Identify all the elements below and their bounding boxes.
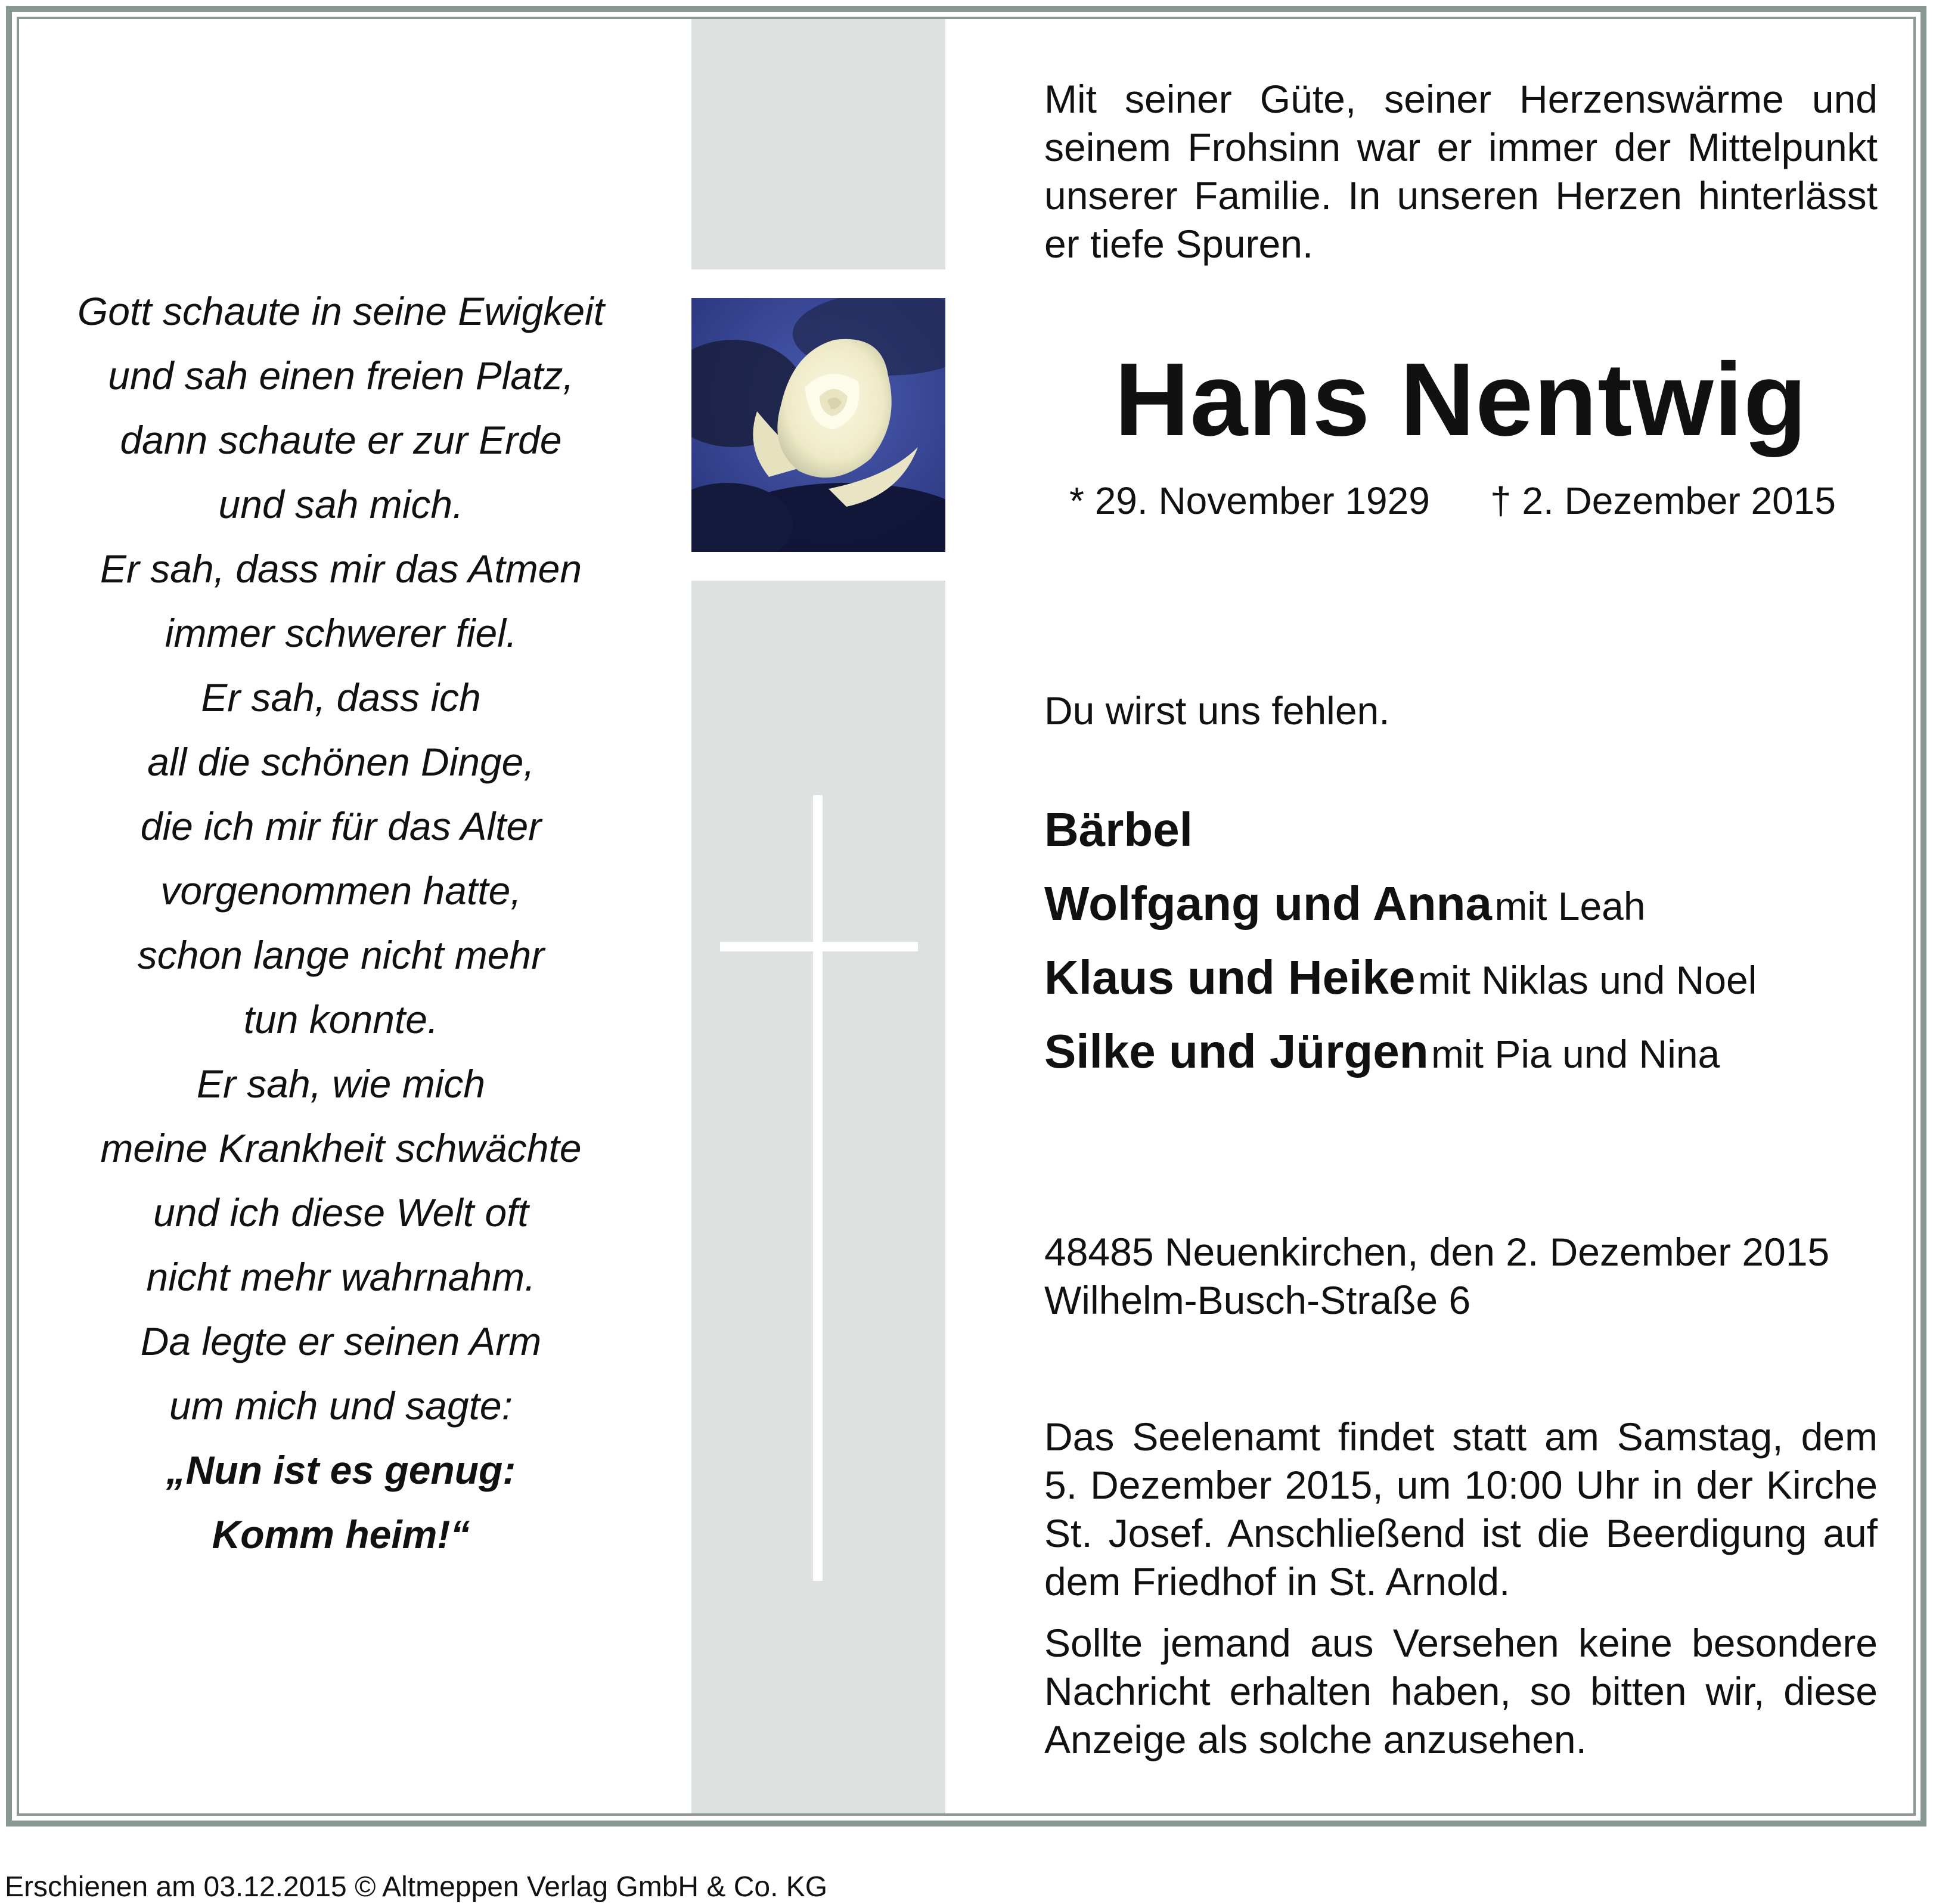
poem-line: und ich diese Welt oft [153, 1190, 529, 1235]
family-main: Klaus und Heike [1044, 951, 1416, 1004]
family-sub: mit Leah [1494, 884, 1646, 928]
intro-text: Mit seiner Güte, seiner Herzenswärme und seinem Frohsinn war er immer der Mittelpunkt unserer Familie. In unseren Herzen hinterlässt er tiefe Spuren. [1044, 77, 1878, 266]
cross-vertical-bar [813, 795, 823, 1581]
poem-line: schon lange nicht mehr [137, 933, 545, 977]
family-main: Wolfgang und Anna [1044, 877, 1492, 930]
family-row [1044, 1015, 1878, 1089]
family-row [1044, 941, 1878, 1015]
family-row [1044, 793, 1878, 867]
poem-line: Da legte er seinen Arm [140, 1319, 542, 1363]
poem-line: Er sah, wie mich [196, 1062, 486, 1106]
death-date: † 2. Dezember 2015 [1490, 479, 1836, 522]
poem-line: und sah mich. [218, 482, 464, 526]
family-row [1044, 867, 1878, 941]
decorative-band-top [691, 19, 945, 269]
poem-line: meine Krankheit schwächte [100, 1126, 582, 1170]
notice-text: Sollte jemand aus Versehen keine besondere Nachricht erhalten haben, so bitten wir, diese Anzeige als solche anzusehen. [1044, 1621, 1878, 1762]
farewell-text: Du wirst uns fehlen. [1044, 689, 1390, 733]
poem-line: nicht mehr wahrnahm. [146, 1255, 536, 1299]
family-list [1044, 793, 1878, 1089]
flower-photo [691, 298, 945, 552]
service-info: Das Seelenamt findet statt am Samstag, dem 5. Dezember 2015, um 10:00 Uhr in der Kirche St. Josef. Anschließend ist die Beerdigung auf dem Friedhof in St. Arnold. [1044, 1415, 1878, 1604]
cross-horizontal-bar [720, 942, 918, 951]
family-main: Bärbel [1044, 803, 1193, 856]
poem-line: immer schwerer fiel. [165, 611, 517, 655]
family-main: Silke und Jürgen [1044, 1025, 1429, 1078]
address-line: 48485 Neuenkirchen, den 2. Dezember 2015 [1044, 1230, 1830, 1274]
poem-closing-line: Komm heim!“ [212, 1512, 470, 1556]
address-line: Wilhelm-Busch-Straße 6 [1044, 1278, 1471, 1322]
poem-line: Er sah, dass ich [201, 675, 481, 720]
poem-line: vorgenommen hatte, [160, 869, 522, 913]
poem-line: und sah einen freien Platz, [108, 353, 574, 398]
family-sub: mit Pia und Nina [1431, 1032, 1720, 1076]
poem-line: tun konnte. [243, 997, 439, 1041]
birth-date: * 29. November 1929 [1069, 479, 1430, 522]
publication-footer: Erschienen am 03.12.2015 © Altmeppen Verlag GmbH & Co. KG [5, 1871, 828, 1903]
poem-line: Gott schaute in seine Ewigkeit [77, 289, 605, 333]
poem-line: um mich und sagte: [169, 1384, 513, 1428]
poem-line: Er sah, dass mir das Atmen [100, 547, 582, 591]
poem-closing-line: „Nun ist es genug: [166, 1448, 516, 1492]
poem-line: dann schaute er zur Erde [120, 418, 562, 462]
family-sub: mit Niklas und Noel [1417, 958, 1757, 1002]
poem [36, 279, 646, 1567]
deceased-name: Hans Nentwig [1114, 341, 1808, 457]
poem-line: die ich mir für das Alter [140, 804, 542, 848]
address-block [1044, 1228, 1878, 1325]
poem-line: all die schönen Dinge, [147, 740, 535, 784]
